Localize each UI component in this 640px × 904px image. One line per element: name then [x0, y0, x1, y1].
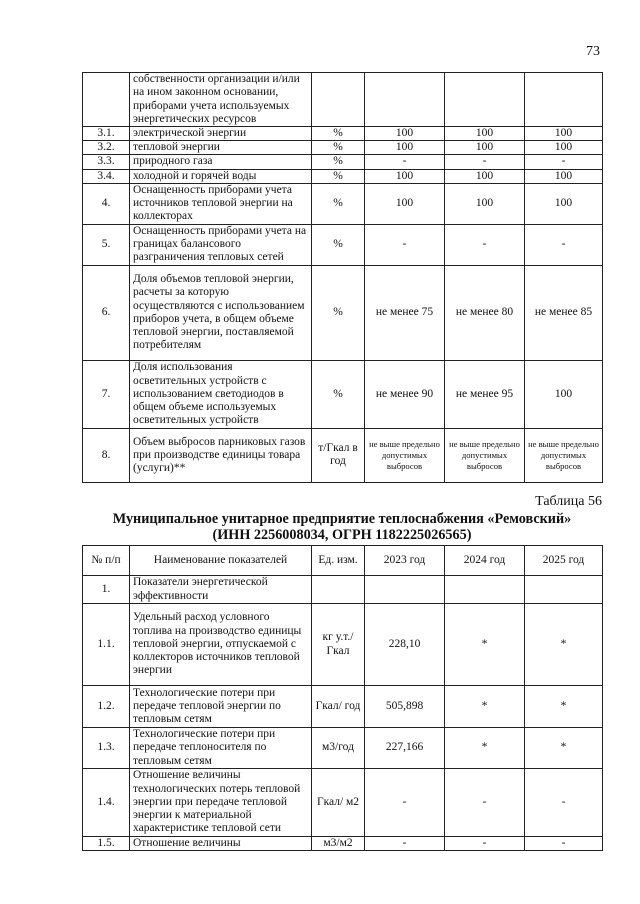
- value-2025: *: [525, 604, 603, 686]
- table-row: [83, 769, 603, 837]
- table-row: [83, 265, 603, 360]
- value-2024: -: [445, 837, 525, 851]
- unit: %: [312, 265, 365, 360]
- value-2023: [365, 73, 445, 127]
- row-number: 1.: [83, 576, 130, 604]
- value-2025: -: [525, 769, 603, 837]
- header-2024: 2024 год: [445, 546, 525, 576]
- table-row: [83, 837, 603, 851]
- value-2025: не менее 85: [525, 265, 603, 360]
- value-2024: -: [445, 769, 525, 837]
- value-2023: 227,166: [365, 728, 445, 769]
- indicator-name: Удельный расход условного топлива на производство единицы тепловой энергии, отпускаемой с коллекторов источников тепловой энергии: [130, 604, 312, 686]
- value-2025: -: [525, 224, 603, 265]
- value-2024: [445, 576, 525, 604]
- unit: [312, 576, 365, 604]
- indicator-name: электрической энергии: [130, 127, 312, 141]
- unit: кг у.т./ Гкал: [312, 604, 365, 686]
- table-row: [83, 576, 603, 604]
- value-2023: 100: [365, 141, 445, 155]
- table-row: [83, 155, 603, 169]
- table-row: [83, 728, 603, 769]
- table-caption: Таблица 56: [535, 494, 602, 509]
- indicator-name: Отношение величины технологических потерь тепловой энергии при передаче тепловой энергии к материальной характеристике тепловой сети: [130, 769, 312, 837]
- unit: %: [312, 183, 365, 224]
- value-2025: 100: [525, 127, 603, 141]
- value-2023: -: [365, 769, 445, 837]
- value-2023: -: [365, 155, 445, 169]
- value-2025: 100: [525, 360, 603, 428]
- value-2025: *: [525, 686, 603, 728]
- row-number: 1.4.: [83, 769, 130, 837]
- header-unit: Ед. изм.: [312, 546, 365, 576]
- value-2025: -: [525, 155, 603, 169]
- table-row: [83, 183, 603, 224]
- unit: %: [312, 360, 365, 428]
- indicator-name: Оснащенность приборами учета источников тепловой энергии на коллекторах: [130, 183, 312, 224]
- unit: %: [312, 224, 365, 265]
- value-2023: не выше предельно допустимых выбросов: [365, 428, 445, 482]
- value-2024: 100: [445, 169, 525, 183]
- value-2023: 505,898: [365, 686, 445, 728]
- value-2023: [365, 576, 445, 604]
- unit: м3/год: [312, 728, 365, 769]
- value-2025: не выше предельно допустимых выбросов: [525, 428, 603, 482]
- unit: Гкал/ м2: [312, 769, 365, 837]
- row-number: 1.5.: [83, 837, 130, 851]
- section-title: [82, 511, 602, 543]
- row-number: 1.2.: [83, 686, 130, 728]
- header-number: № п/п: [83, 546, 130, 576]
- value-2025: *: [525, 728, 603, 769]
- title-line-registration: (ИНН 2256008034, ОГРН 1182225026565): [212, 527, 472, 543]
- indicators-table-continued: [82, 72, 603, 483]
- value-2023: 100: [365, 183, 445, 224]
- value-2024: не менее 80: [445, 265, 525, 360]
- value-2024: -: [445, 224, 525, 265]
- value-2023: 228,10: [365, 604, 445, 686]
- row-number: 1.1.: [83, 604, 130, 686]
- indicator-name: Оснащенность приборами учета на границах балансового разграничения тепловых сетей: [130, 224, 312, 265]
- table-row: [83, 428, 603, 482]
- indicator-name: Технологические потери при передаче теплоносителя по тепловым сетям: [130, 728, 312, 769]
- value-2024: -: [445, 155, 525, 169]
- row-number: 5.: [83, 224, 130, 265]
- indicator-name: холодной и горячей воды: [130, 169, 312, 183]
- unit: %: [312, 127, 365, 141]
- value-2024: [445, 73, 525, 127]
- indicator-name: природного газа: [130, 155, 312, 169]
- value-2023: не менее 90: [365, 360, 445, 428]
- value-2024: не менее 95: [445, 360, 525, 428]
- value-2025: 100: [525, 141, 603, 155]
- value-2025: -: [525, 837, 603, 851]
- value-2023: 100: [365, 169, 445, 183]
- value-2025: 100: [525, 183, 603, 224]
- indicator-name: тепловой энергии: [130, 141, 312, 155]
- indicator-name: Показатели энергетической эффективности: [130, 576, 312, 604]
- row-number: 4.: [83, 183, 130, 224]
- row-number: 3.4.: [83, 169, 130, 183]
- unit: %: [312, 155, 365, 169]
- value-2024: 100: [445, 141, 525, 155]
- value-2023: -: [365, 837, 445, 851]
- table-row: [83, 604, 603, 686]
- value-2023: 100: [365, 127, 445, 141]
- unit: %: [312, 169, 365, 183]
- row-number: 6.: [83, 265, 130, 360]
- row-number: 3.2.: [83, 141, 130, 155]
- table-row: [83, 686, 603, 728]
- header-2023: 2023 год: [365, 546, 445, 576]
- table-row: [83, 169, 603, 183]
- value-2024: не выше предельно допустимых выбросов: [445, 428, 525, 482]
- table-row: [83, 141, 603, 155]
- table-row: [83, 127, 603, 141]
- indicator-name: Технологические потери при передаче тепловой энергии по тепловым сетям: [130, 686, 312, 728]
- value-2025: [525, 576, 603, 604]
- unit: Гкал/ год: [312, 686, 365, 728]
- indicator-name: Отношение величины: [130, 837, 312, 851]
- row-number: 7.: [83, 360, 130, 428]
- value-2025: [525, 73, 603, 127]
- row-number: 3.3.: [83, 155, 130, 169]
- table-row: [83, 224, 603, 265]
- table-row: [83, 73, 603, 127]
- page-number: 73: [586, 44, 600, 59]
- value-2024: 100: [445, 127, 525, 141]
- row-number: 8.: [83, 428, 130, 482]
- indicator-name: Доля объемов тепловой энергии, расчеты за которую осуществляются с использованием приборов учета, в общем объеме тепловой энергии, поставляемой потребителям: [130, 265, 312, 360]
- unit: %: [312, 141, 365, 155]
- row-number: [83, 73, 130, 127]
- indicator-name: Доля использования осветительных устройств с использованием светодиодов в общем объеме используемых осветительных устройств: [130, 360, 312, 428]
- value-2024: 100: [445, 183, 525, 224]
- value-2023: -: [365, 224, 445, 265]
- header-2025: 2025 год: [525, 546, 603, 576]
- unit: [312, 73, 365, 127]
- row-number: 1.3.: [83, 728, 130, 769]
- indicator-name: Объем выбросов парниковых газов при производстве единицы товара (услуги)**: [130, 428, 312, 482]
- value-2024: *: [445, 604, 525, 686]
- table-header-row: [83, 546, 603, 576]
- title-line-organization: Муниципальное унитарное предприятие теплоснабжения «Ремовский»: [112, 511, 572, 527]
- indicators-table-56: [82, 545, 603, 851]
- value-2023: не менее 75: [365, 265, 445, 360]
- value-2025: 100: [525, 169, 603, 183]
- indicator-name: собственности организации и/или на ином законном основании, приборами учета используемых энергетических ресурсов: [130, 73, 312, 127]
- header-indicator-name: Наименование показателей: [130, 546, 312, 576]
- row-number: 3.1.: [83, 127, 130, 141]
- value-2024: *: [445, 728, 525, 769]
- value-2024: *: [445, 686, 525, 728]
- unit: т/Гкал в год: [312, 428, 365, 482]
- table-row: [83, 360, 603, 428]
- unit: м3/м2: [312, 837, 365, 851]
